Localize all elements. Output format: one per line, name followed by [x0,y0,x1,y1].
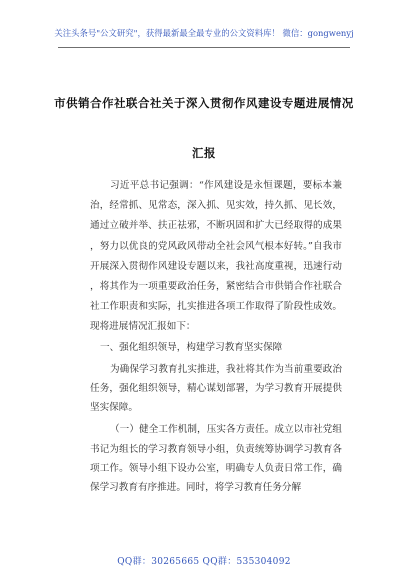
body-paragraph-intro: 习近平总书记强调：“作风建设是永恒课题，要标本兼治，经常抓、见常态，深入抓、见实效，持久抓、见长效，通过立破并举、扶正祛邪，不断巩固和扩大已经取得的成果，努力以优良的党风政风带动全社会风气根本好转。”自我市开展深入贯彻作风建设专题以来，我社高度重视，迅速行动，将其作为一项重要政治任务，紧密结合市供销合作社联合社工作职责和实际，扎实推进各项工作取得了阶段性成效。现将进展情况汇报如下： [90,180,342,333]
header-promo-note: 关注头条号"公文研究"，获得最新最全最专业的公文资料库！ 微信：gongwenyj [54,28,354,38]
document-body [90,176,342,498]
section-heading-1: 一、强化组织领导，构建学习教育坚实保障 [100,341,283,353]
body-paragraph-2: 为确保学习教育扎实推进，我社将其作为当前重要政治任务，强化组织领导，精心谋划部署，为学习教育开展提供坚实保障。 [90,363,342,414]
body-paragraph-3: （一）健全工作机制，压实各方责任。成立以市社党组书记为组长的学习教育领导小组，负责统筹协调学习教育各项工作。领导小组下设办公室，明确专人负责日常工作，确保学习教育有序推进。同时，将学习教育任务分解 [90,424,342,494]
document-title-line-2: 汇报 [192,146,216,160]
header-divider [58,47,350,48]
footer-qq-groups: QQ群：30265665 QQ群：535304092 [117,557,291,567]
document-title-line-1: 市供销合作社联合社关于深入贯彻作风建设专题进展情况 [54,96,354,110]
